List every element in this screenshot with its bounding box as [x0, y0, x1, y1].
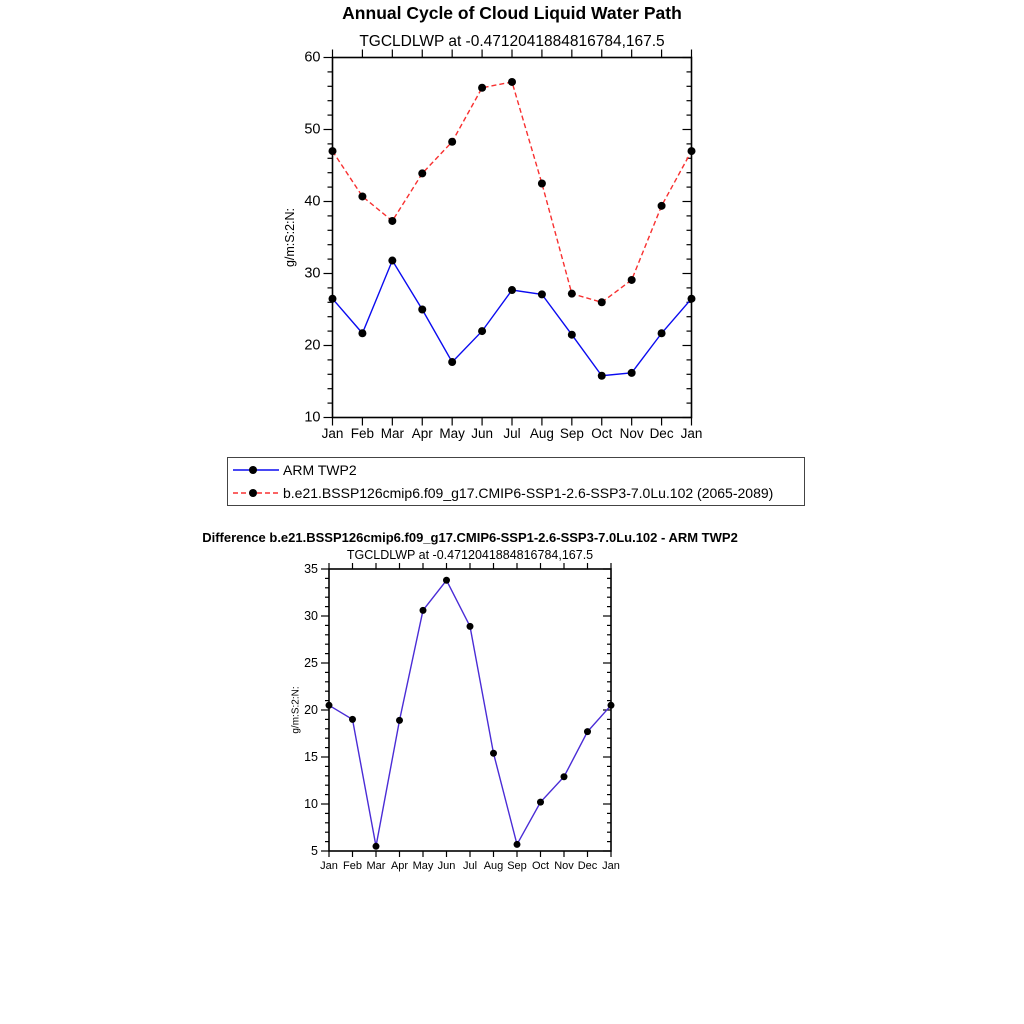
data-point-marker — [598, 298, 606, 306]
y-tick-label: 10 — [304, 409, 321, 426]
top-chart-title: Annual Cycle of Cloud Liquid Water Path — [342, 3, 682, 23]
x-tick-label: Apr — [411, 426, 433, 441]
y-tick-label: 30 — [304, 265, 321, 282]
bottom-chart-title: Difference b.e21.BSSP126cmip6.f09_g17.CMIP6-SSP1-2.6-SSP3-7.0Lu.102 - ARM TWP2 — [202, 530, 738, 545]
y-tick-label: 30 — [304, 609, 318, 623]
x-tick-label: Feb — [350, 426, 375, 441]
data-point-marker — [467, 623, 474, 630]
series-line — [329, 580, 611, 846]
top-chart — [283, 50, 702, 442]
data-point-marker — [443, 577, 450, 584]
data-point-marker — [478, 327, 486, 335]
x-tick-label: Dec — [649, 426, 674, 441]
y-tick-label: 5 — [311, 844, 318, 858]
data-point-marker — [658, 202, 666, 210]
x-tick-label: Jan — [602, 860, 620, 872]
data-point-marker — [568, 331, 576, 339]
y-tick-label: 15 — [304, 750, 318, 764]
x-tick-label: Jan — [680, 426, 703, 441]
x-tick-label: Jan — [321, 426, 344, 441]
y-tick-label: 20 — [304, 337, 321, 354]
data-point-marker — [608, 702, 615, 709]
legend-line-sample-solid — [231, 462, 281, 478]
y-axis-title: g/m:S:2:N: — [283, 207, 297, 268]
series-line — [333, 261, 692, 376]
x-tick-label: Aug — [529, 426, 554, 441]
data-point-marker — [538, 290, 546, 298]
data-point-marker — [420, 607, 427, 614]
x-tick-label: Aug — [483, 860, 504, 872]
legend-item-obs — [231, 460, 804, 481]
y-tick-label: 50 — [304, 121, 321, 138]
data-point-marker — [688, 295, 696, 303]
data-point-marker — [349, 716, 356, 723]
data-point-marker — [508, 78, 516, 86]
axis-frame — [333, 58, 692, 418]
x-tick-label: Jun — [437, 860, 456, 872]
data-point-marker — [448, 138, 456, 146]
data-point-marker — [568, 290, 576, 298]
x-tick-label: Dec — [577, 860, 598, 872]
y-axis-title: g/m:S:2:N: — [290, 686, 302, 734]
difference-chart — [291, 562, 620, 872]
y-tick-label: 10 — [304, 797, 318, 811]
y-tick-label: 60 — [304, 49, 321, 66]
legend-line-sample-dashed — [231, 485, 281, 501]
x-tick-label: Sep — [507, 860, 527, 872]
data-point-marker — [418, 169, 426, 177]
data-point-marker — [688, 147, 696, 155]
x-tick-label: Jul — [462, 860, 478, 872]
data-point-marker — [490, 750, 497, 757]
legend-item-model — [231, 482, 804, 503]
x-tick-label: May — [412, 860, 434, 872]
series-line — [333, 82, 692, 302]
x-tick-label: Sep — [559, 426, 584, 441]
x-tick-label: Jan — [320, 860, 338, 872]
data-point-marker — [358, 329, 366, 337]
data-point-marker — [514, 841, 521, 848]
x-tick-label: Nov — [554, 860, 574, 872]
x-tick-label: Oct — [531, 860, 550, 872]
x-tick-label: Apr — [390, 860, 409, 872]
x-tick-label: Jul — [503, 426, 521, 441]
x-tick-label: Feb — [343, 860, 362, 872]
data-point-marker — [508, 286, 516, 294]
legend-label-obs: ARM TWP2 — [283, 462, 357, 479]
data-point-marker — [373, 843, 380, 850]
data-point-marker — [561, 773, 568, 780]
data-point-marker — [658, 329, 666, 337]
y-tick-label: 25 — [304, 656, 318, 670]
data-point-marker — [584, 728, 591, 735]
data-point-marker — [448, 358, 456, 366]
data-point-marker — [478, 84, 486, 92]
data-point-marker — [628, 276, 636, 284]
data-point-marker — [358, 192, 366, 200]
x-tick-label: May — [439, 426, 465, 441]
top-chart-subtitle: TGCLDLWP at -0.4712041884816784,167.5 — [359, 33, 665, 50]
data-point-marker — [538, 180, 546, 188]
x-tick-label: Oct — [591, 426, 613, 441]
data-point-marker — [598, 372, 606, 380]
legend-label-model: b.e21.BSSP126cmip6.f09_g17.CMIP6-SSP1-2.6-SSP3-7.0Lu.102 (2065-2089) — [283, 484, 774, 501]
data-point-marker — [388, 257, 396, 265]
data-point-marker — [329, 295, 337, 303]
x-tick-label: Nov — [619, 426, 644, 441]
data-point-marker — [329, 147, 337, 155]
data-point-marker — [537, 799, 544, 806]
data-point-marker — [396, 717, 403, 724]
axis-frame — [329, 569, 611, 851]
legend-box — [227, 457, 805, 506]
y-tick-label: 40 — [304, 193, 321, 210]
x-tick-label: Mar — [366, 860, 386, 872]
data-point-marker — [388, 217, 396, 225]
y-tick-label: 35 — [304, 562, 318, 576]
x-tick-label: Mar — [380, 426, 404, 441]
data-point-marker — [418, 306, 426, 314]
data-point-marker — [628, 369, 636, 377]
data-point-marker — [326, 702, 333, 709]
bottom-chart-subtitle: TGCLDLWP at -0.4712041884816784,167.5 — [346, 548, 594, 562]
y-tick-label: 20 — [304, 703, 318, 717]
x-tick-label: Jun — [471, 426, 493, 441]
